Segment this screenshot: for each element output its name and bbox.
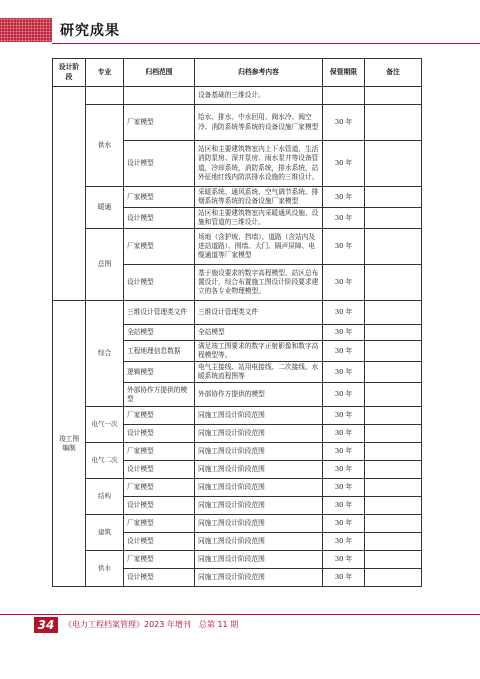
period-cell: 30 年 — [323, 141, 365, 187]
page-number: 34 — [34, 617, 58, 633]
specialty-cell: 供水 — [86, 105, 124, 187]
scope-cell: 厂家模型 — [124, 443, 195, 461]
remark-cell — [365, 443, 422, 461]
table-row — [53, 187, 422, 208]
specialty-cell: 暖通 — [86, 187, 124, 229]
remark-cell — [365, 551, 422, 569]
period-cell: 30 年 — [323, 341, 365, 362]
table-row — [53, 87, 422, 105]
remark-cell — [365, 341, 422, 362]
period-cell: 30 年 — [323, 479, 365, 497]
table-row — [53, 551, 422, 569]
scope-cell: 全站模型 — [124, 325, 195, 341]
remark-cell — [365, 383, 422, 407]
content-cell: 给水、排水、中水回用、阀水冷、阀空冷、消防系统等系统的设备设施厂家模型 — [195, 105, 323, 141]
remark-cell — [365, 569, 422, 587]
scope-cell: 厂家模型 — [124, 187, 195, 208]
period-cell: 30 年 — [323, 229, 365, 265]
header-decoration — [0, 18, 52, 42]
scope-cell: 设计模型 — [124, 533, 195, 551]
period-cell: 30 年 — [323, 551, 365, 569]
specialty-cell: 供水 — [86, 551, 124, 587]
content-cell: 同施工图设计阶段范围 — [195, 407, 323, 425]
remark-cell — [365, 497, 422, 515]
content-cell: 设备基础的三维设计。 — [195, 87, 323, 105]
content-cell: 基于施设要求的数字高程模型、站区总布置设计，综合布置施工图设计阶段要求建立的各专业物理模型。 — [195, 265, 323, 301]
scope-cell: 三维设计管理类文件 — [124, 301, 195, 325]
scope-cell: 设计模型 — [124, 497, 195, 515]
period-cell: 30 年 — [323, 443, 365, 461]
footer-rule — [0, 614, 480, 615]
scope-cell: 厂家模型 — [124, 479, 195, 497]
period-cell: 30 年 — [323, 301, 365, 325]
remark-cell — [365, 229, 422, 265]
remark-cell — [365, 141, 422, 187]
scope-cell: 逻辑模型 — [124, 362, 195, 383]
specialty-cell: 电气二次 — [86, 443, 124, 479]
scope-cell: 设计模型 — [124, 569, 195, 587]
remark-cell — [365, 425, 422, 443]
remark-cell — [365, 208, 422, 229]
remark-cell — [365, 301, 422, 325]
specialty-cell: 电气一次 — [86, 407, 124, 443]
remark-cell — [365, 105, 422, 141]
specialty-cell — [86, 87, 124, 105]
period-cell: 30 年 — [323, 407, 365, 425]
content-cell: 同施工图设计阶段范围 — [195, 461, 323, 479]
content-cell: 同施工图设计阶段范围 — [195, 497, 323, 515]
scope-cell: 设计模型 — [124, 265, 195, 301]
content-cell: 同施工图设计阶段范围 — [195, 533, 323, 551]
specialty-cell: 建筑 — [86, 515, 124, 551]
scope-cell: 厂家模型 — [124, 229, 195, 265]
archive-table — [52, 58, 422, 587]
scope-cell: 厂家模型 — [124, 407, 195, 425]
scope-cell: 厂家模型 — [124, 551, 195, 569]
table-row — [53, 301, 422, 325]
scope-cell: 工程地理信息数据 — [124, 341, 195, 362]
table-row — [53, 479, 422, 497]
content-cell: 站区和主要建筑物室内采暖通风设施、设施和管道的三维设计。 — [195, 208, 323, 229]
content-cell: 场地（含护坡、挡墙）、道路（含站内及进站道路）、围墙、大门、隔声屏障、电缆通道等厂家模型 — [195, 229, 323, 265]
col-header-stage: 设计阶段 — [53, 59, 86, 87]
content-cell: 同施工图设计阶段范围 — [195, 425, 323, 443]
scope-cell — [124, 87, 195, 105]
period-cell: 30 年 — [323, 208, 365, 229]
journal-citation: 《电力工程档案管理》2023 年增刊 总第 11 期 — [64, 620, 239, 629]
period-cell: 30 年 — [323, 425, 365, 443]
remark-cell — [365, 325, 422, 341]
period-cell — [323, 87, 365, 105]
period-cell: 30 年 — [323, 325, 365, 341]
period-cell: 30 年 — [323, 187, 365, 208]
stage-cell — [53, 87, 86, 301]
content-cell: 同施工图设计阶段范围 — [195, 479, 323, 497]
scope-cell: 外部协作方提供的模型 — [124, 383, 195, 407]
remark-cell — [365, 515, 422, 533]
scope-cell: 设计模型 — [124, 461, 195, 479]
col-header-scope: 归档范围 — [124, 59, 195, 87]
scope-cell: 设计模型 — [124, 141, 195, 187]
remark-cell — [365, 479, 422, 497]
content-cell: 同施工图设计阶段范围 — [195, 569, 323, 587]
specialty-cell: 综合 — [86, 301, 124, 407]
scope-cell: 厂家模型 — [124, 105, 195, 141]
period-cell: 30 年 — [323, 265, 365, 301]
specialty-cell: 总图 — [86, 229, 124, 301]
table-row — [53, 407, 422, 425]
col-header-content: 归档参考内容 — [195, 59, 323, 87]
scope-cell: 设计模型 — [124, 208, 195, 229]
content-cell: 采暖系统、通风系统、空气调节系统、排烟系统等系统的设备设施厂家模型 — [195, 187, 323, 208]
col-header-remark: 备注 — [365, 59, 422, 87]
period-cell: 30 年 — [323, 569, 365, 587]
remark-cell — [365, 187, 422, 208]
content-cell: 满足竣工图要求的数字正射影像和数字高程模型等。 — [195, 341, 323, 362]
content-cell: 全站模型 — [195, 325, 323, 341]
table-row — [53, 105, 422, 141]
col-header-specialty: 专业 — [86, 59, 124, 87]
remark-cell — [365, 362, 422, 383]
content-cell: 同施工图设计阶段范围 — [195, 443, 323, 461]
period-cell: 30 年 — [323, 383, 365, 407]
scope-cell: 设计模型 — [124, 425, 195, 443]
remark-cell — [365, 265, 422, 301]
remark-cell — [365, 87, 422, 105]
period-cell: 30 年 — [323, 533, 365, 551]
table-row — [53, 515, 422, 533]
content-cell: 电气主接线、站用电接线、二次接线、水暖系统流程图等 — [195, 362, 323, 383]
header-rule — [52, 43, 480, 44]
remark-cell — [365, 461, 422, 479]
section-title: 研究成果 — [60, 23, 120, 39]
table-row — [53, 229, 422, 265]
stage-cell: 竣工图编制 — [53, 301, 86, 587]
remark-cell — [365, 407, 422, 425]
content-cell: 同施工图设计阶段范围 — [195, 515, 323, 533]
period-cell: 30 年 — [323, 105, 365, 141]
content-cell: 三维设计管理类文件 — [195, 301, 323, 325]
specialty-cell: 结构 — [86, 479, 124, 515]
period-cell: 30 年 — [323, 515, 365, 533]
period-cell: 30 年 — [323, 497, 365, 515]
content-cell: 同施工图设计阶段范围 — [195, 551, 323, 569]
remark-cell — [365, 533, 422, 551]
period-cell: 30 年 — [323, 461, 365, 479]
col-header-period: 保管期限 — [323, 59, 365, 87]
scope-cell: 厂家模型 — [124, 515, 195, 533]
table-row — [53, 443, 422, 461]
content-cell: 站区和主要建筑物室内上下水管道，生活消防泵房、深井泵房、雨水泵井等设备管道，冷却系统，消防系统，排水系统，站外征地红线内防洪排水设施的三维设计。 — [195, 141, 323, 187]
table-header-row — [53, 59, 422, 87]
content-cell: 外部协作方提供的模型 — [195, 383, 323, 407]
period-cell: 30 年 — [323, 362, 365, 383]
